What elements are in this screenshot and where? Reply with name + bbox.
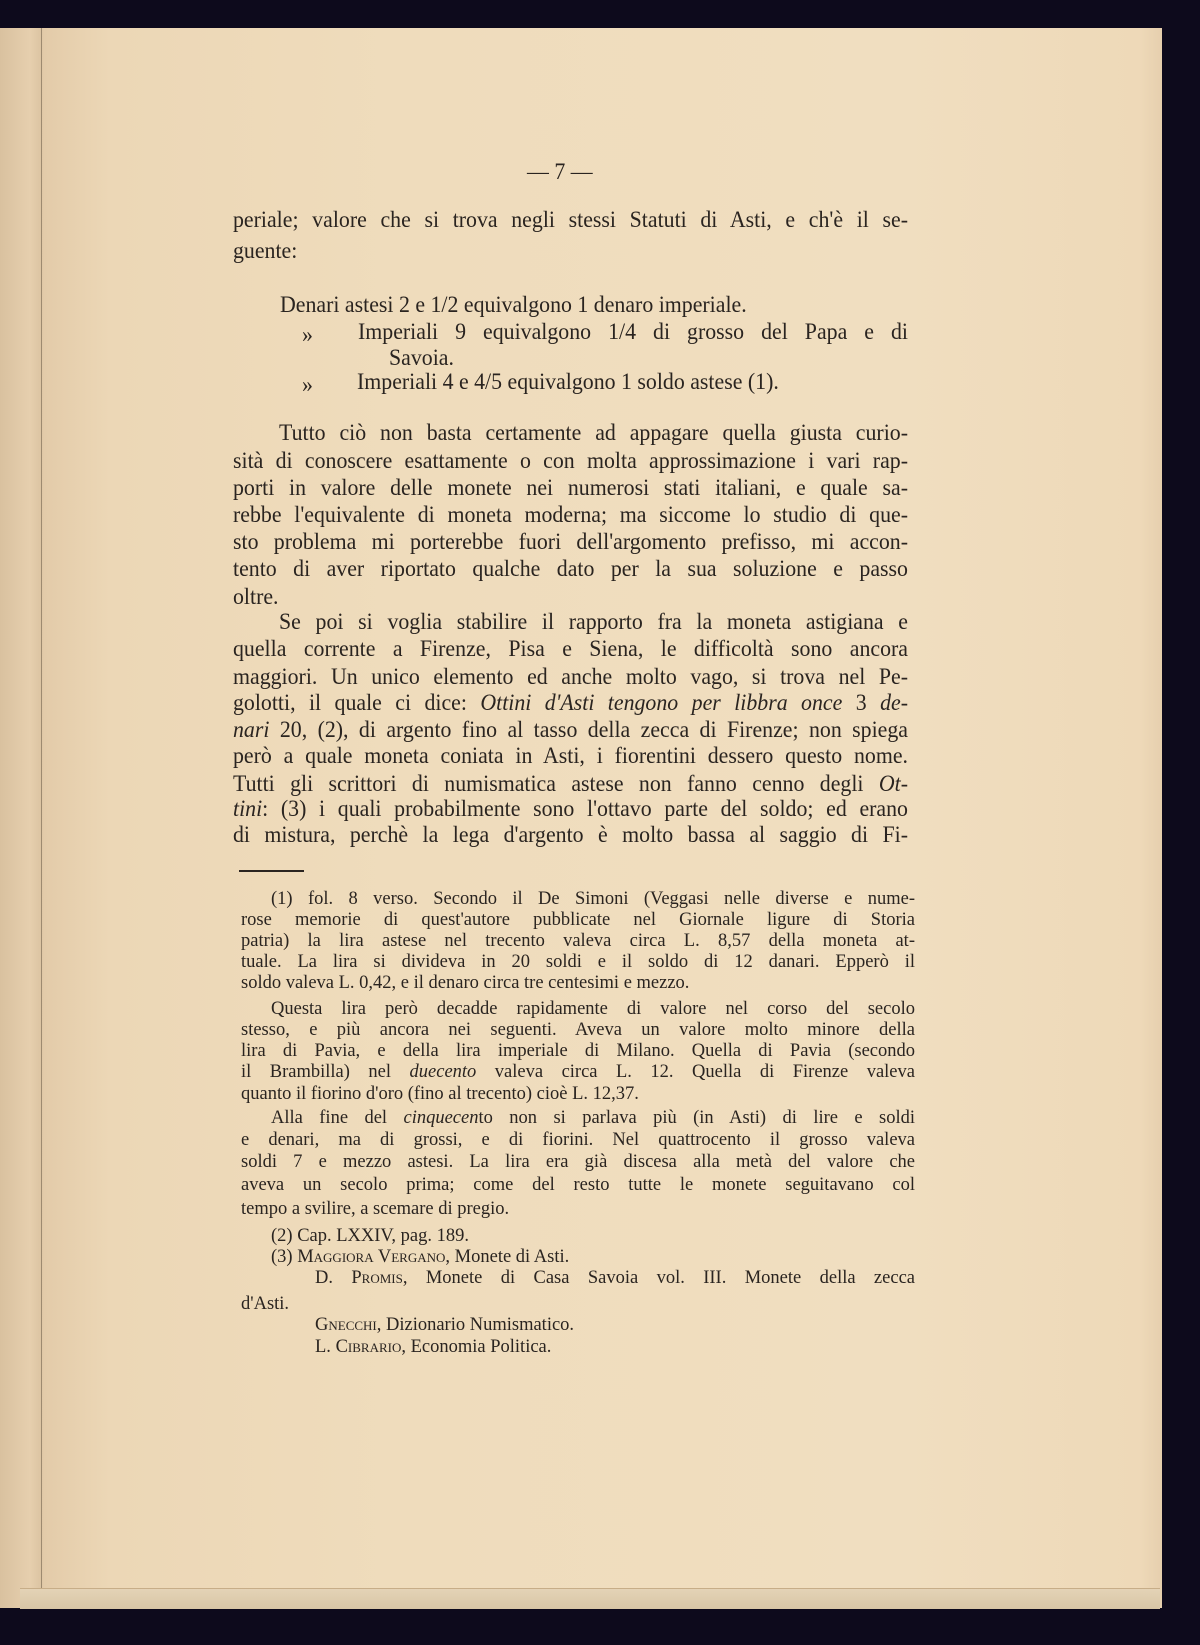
text-segment: » — [302, 322, 313, 348]
text-segment: (1) fol. 8 verso. Secondo il De Simoni (Veggasi nelle diverse e nume- — [271, 889, 915, 909]
body-line — [233, 638, 908, 662]
footnote-line — [271, 1000, 915, 1019]
footnote-line — [271, 1109, 915, 1128]
text-segment: D. — [315, 1268, 352, 1288]
text-segment: Se poi si voglia stabilire il rapporto fra la moneta astigiana e — [279, 609, 908, 635]
page-bottom-edge — [20, 1588, 1160, 1609]
body-line — [233, 586, 279, 610]
italic-text: de- — [880, 690, 909, 716]
body-line — [233, 692, 908, 716]
footnote-line — [241, 1085, 639, 1104]
body-line — [358, 321, 908, 345]
footnote-line — [241, 1042, 915, 1061]
footnote-line — [241, 1295, 289, 1314]
text-segment: lira di Pavia, e della lira imperiale di Milano. Quella di Pavia (secondo — [241, 1041, 915, 1061]
italic-text: cinquecen — [403, 1108, 479, 1128]
text-segment: tento di aver riportato qualche dato per la sua soluzione e passo — [233, 556, 908, 582]
body-line — [233, 450, 908, 474]
body-line — [233, 558, 908, 582]
text-segment: 20, (2), di argento fino al tasso della zecca di Firenze; non spiega — [269, 717, 908, 743]
footnote-line — [315, 1338, 551, 1357]
body-line — [279, 611, 908, 635]
body-line — [233, 824, 908, 848]
text-segment: sità di conoscere esattamente o con molta approssimazione i vari rap- — [233, 448, 908, 474]
text-segment: periale; valore che si trova negli stessi Statuti di Asti, e ch'è il se- — [233, 207, 908, 233]
body-line — [233, 773, 908, 797]
text-segment: soldi 7 e mezzo astesi. La lira era già discesa alla metà del valore che — [241, 1152, 915, 1172]
footnote-line — [315, 1316, 574, 1335]
text-segment: Imperiali 9 equivalgono 1/4 di grosso del Papa e di — [358, 319, 908, 345]
body-line — [233, 477, 908, 501]
text-segment: » — [302, 372, 313, 398]
text-segment: sto problema mi porterebbe fuori dell'argomento prefisso, mi accon- — [233, 529, 908, 555]
text-segment: (2) Cap. LXXIV, pag. 189. — [271, 1226, 469, 1246]
text-segment: d'Asti. — [241, 1294, 290, 1314]
italic-text: duecento — [409, 1062, 477, 1082]
text-segment: , Monete di Casa Savoia vol. III. Monete della zecca — [402, 1268, 915, 1288]
italic-text: nari — [233, 717, 270, 743]
italic-text: Ottini d'Asti tengono per libbra once — [480, 690, 843, 716]
body-line — [357, 371, 779, 395]
body-line — [233, 798, 908, 822]
text-segment: porti in valore delle monete nei numerosi stati italiani, e quale sa- — [233, 475, 908, 501]
text-segment: maggiori. Un unico elemento ed anche molto vago, si trova nel Pe- — [233, 664, 908, 690]
body-line — [233, 719, 908, 743]
body-line — [233, 531, 908, 555]
body-line — [233, 240, 297, 264]
body-line — [389, 347, 454, 371]
text-segment: e denari, ma di grossi, e di fiorini. Nel quattrocento il grosso valeva — [241, 1130, 915, 1150]
footnote-line — [241, 1131, 915, 1150]
text-segment: , Dizionario Numismatico. — [376, 1315, 575, 1335]
text-segment: rebbe l'equivalente di moneta moderna; ma siccome lo studio di que- — [233, 502, 908, 528]
body-line — [233, 745, 908, 769]
footnote-line — [241, 1063, 915, 1082]
author-name: Promis — [351, 1268, 403, 1288]
text-segment: rose memorie di quest'autore pubblicate nel Giornale ligure di Storia — [241, 910, 915, 930]
text-segment: di mistura, perchè la lega d'argento è molto bassa al saggio di Fi- — [233, 822, 908, 848]
footnote-line — [241, 932, 915, 951]
footnote-line — [315, 1269, 915, 1288]
body-line — [302, 324, 313, 348]
body-line — [302, 374, 313, 398]
text-segment: 3 — [842, 690, 881, 716]
text-segment: golotti, il quale ci dice: — [233, 690, 481, 716]
text-segment: (3) — [271, 1247, 298, 1267]
body-line — [233, 209, 908, 233]
text-segment: Denari astesi 2 e 1/2 equivalgono 1 denaro imperiale. — [280, 292, 747, 318]
text-segment: oltre. — [233, 584, 279, 610]
body-line — [280, 294, 747, 318]
text-segment: Tutti gli scrittori di numismatica astese non fanno cenno degli — [233, 771, 879, 797]
body-line — [233, 666, 908, 690]
text-segment: aveva un secolo prima; come del resto tutte le monete seguitavano col — [241, 1175, 915, 1195]
footnote-line — [271, 1227, 469, 1246]
text-segment: L. — [315, 1337, 336, 1357]
text-segment: : (3) i quali probabilmente sono l'ottavo parte del soldo; ed erano — [262, 796, 908, 822]
footnote-line — [241, 953, 915, 972]
text-segment: tuale. La lira si divideva in 20 soldi e il soldo di 12 danari. Epperò il — [241, 952, 915, 972]
text-segment: Alla fine del — [271, 1108, 404, 1128]
footnote-line — [241, 911, 915, 930]
footnote-separator — [239, 870, 304, 872]
author-name: Gnecchi — [315, 1315, 377, 1335]
body-line — [279, 422, 908, 446]
footnote-line — [241, 1200, 509, 1219]
text-segment: Savoia. — [389, 345, 454, 371]
text-segment: valeva circa L. 12. Quella di Firenze valeva — [476, 1062, 915, 1082]
text-segment: soldo valeva L. 0,42, e il denaro circa tre centesimi e mezzo. — [241, 973, 690, 993]
author-name: Maggiora Vergano — [297, 1247, 446, 1267]
text-segment: però a quale moneta coniata in Asti, i fiorentini dessero questo nome. — [233, 743, 908, 769]
italic-text: Ot- — [878, 771, 908, 797]
footnote-line — [241, 1153, 915, 1172]
footnote-line — [241, 1176, 915, 1195]
text-segment: , Economia Politica. — [401, 1337, 552, 1357]
footnote-line — [241, 1021, 915, 1040]
italic-text: tini — [233, 796, 263, 822]
text-segment: Questa lira però decadde rapidamente di valore nel corso del secolo — [271, 999, 915, 1019]
text-segment: guente: — [233, 238, 298, 264]
text-segment: to non si parlava più (in Asti) di lire e soldi — [478, 1108, 915, 1128]
text-segment: patria) la lira astese nel trecento valeva circa L. 8,57 della moneta at- — [241, 931, 915, 951]
text-segment: stesso, e più ancora nei seguenti. Aveva un valore molto minore della — [241, 1020, 915, 1040]
footnote-line — [271, 1248, 569, 1267]
text-segment: quella corrente a Firenze, Pisa e Siena, le difficoltà sono ancora — [233, 636, 908, 662]
text-segment: tempo a svilire, a scemare di pregio. — [241, 1199, 510, 1219]
text-segment: il Brambilla) nel — [241, 1062, 410, 1082]
text-segment: , Monete di Asti. — [445, 1247, 570, 1267]
facing-page-edge — [41, 28, 42, 1608]
footnote-line — [271, 890, 915, 909]
footnote-line — [241, 974, 689, 993]
text-segment: quanto il fiorino d'oro (fino al trecento) cioè L. 12,37. — [241, 1084, 639, 1104]
author-name: Cibrario — [335, 1337, 402, 1357]
text-segment: Tutto ciò non basta certamente ad appagare quella giusta curio- — [279, 420, 908, 446]
body-line — [233, 504, 908, 528]
page-number: — 7 — — [527, 159, 593, 185]
text-segment: Imperiali 4 e 4/5 equivalgono 1 soldo astese (1). — [357, 369, 779, 395]
